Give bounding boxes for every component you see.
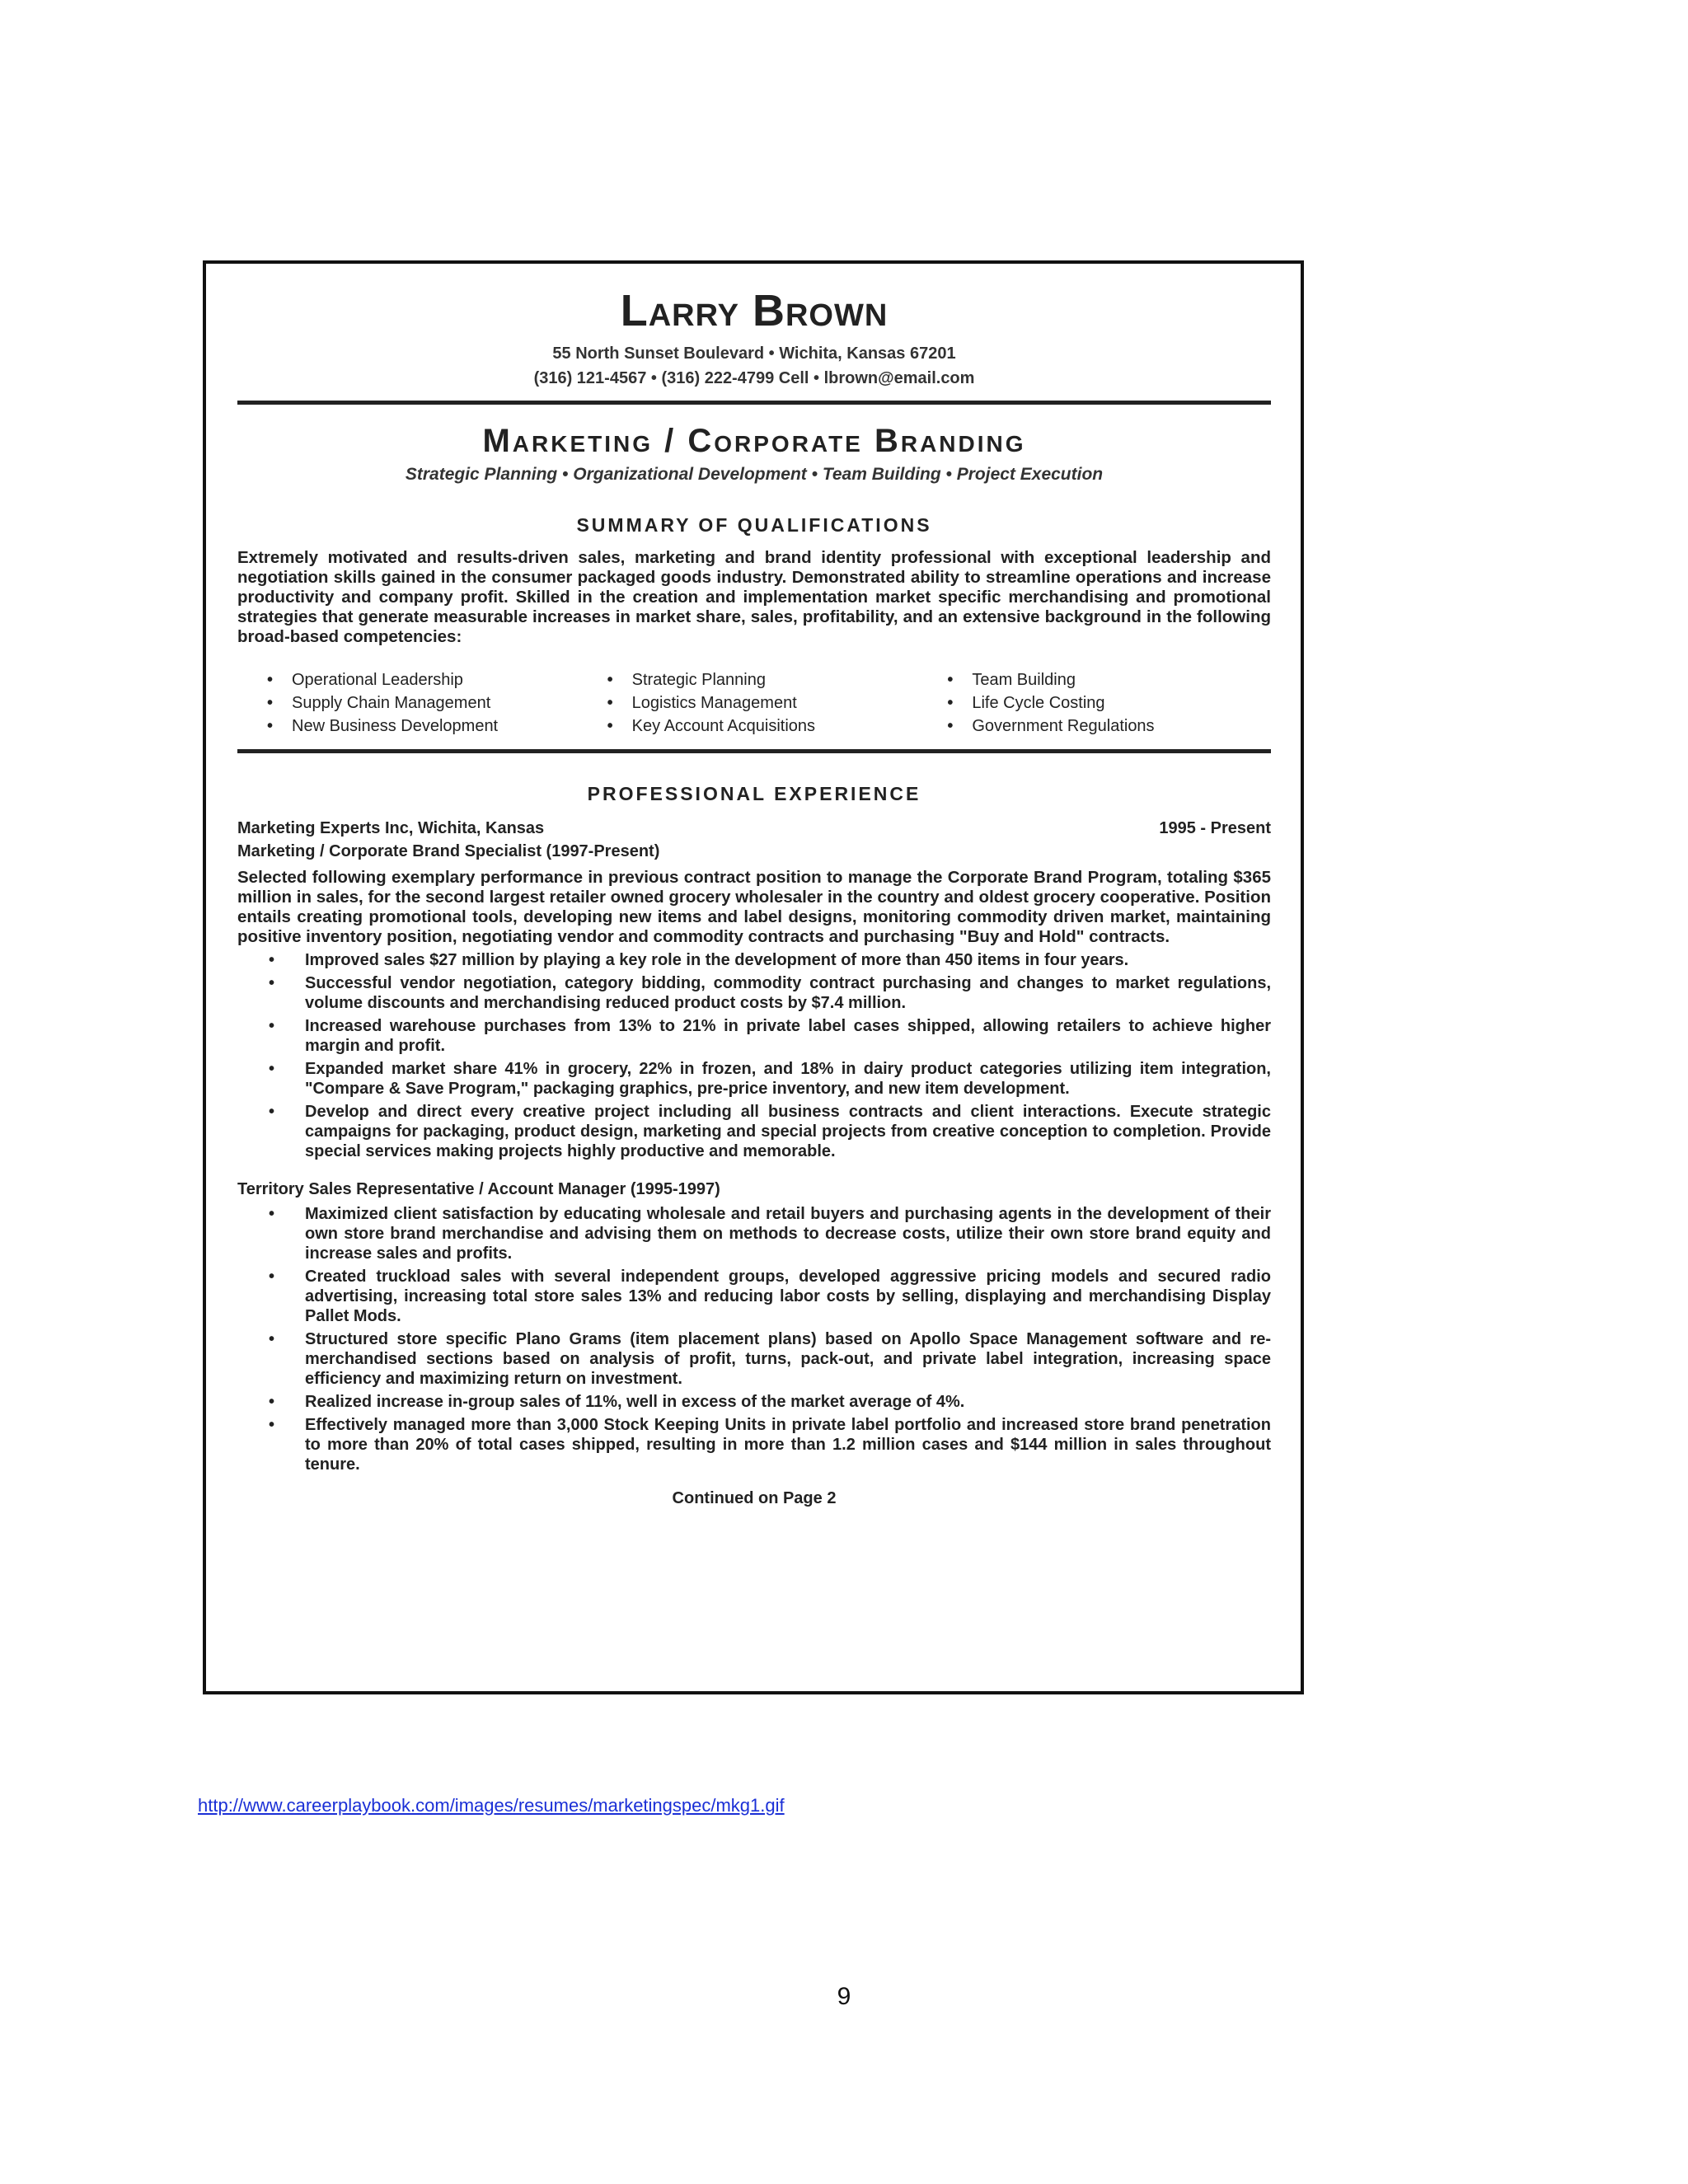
role-title: Marketing / Corporate Brand Specialist (1997-Present) (237, 842, 660, 860)
competency-item: • Team Building (947, 668, 1271, 691)
company-row (237, 817, 1271, 840)
list-item: • Expanded market share 41% in grocery, 22% in frozen, and 18% in dairy product categories utilizing item integration, "Compare & Save Program," packaging graphics, pre-price inventory, and new item development. (269, 1060, 1271, 1098)
bullet-icon: • (267, 717, 274, 735)
bullet-icon: • (269, 1393, 275, 1411)
competency-item: • Strategic Planning (607, 668, 931, 691)
bullet-icon: • (269, 1268, 275, 1286)
competency-item: • Logistics Management (607, 691, 931, 715)
bullet-icon: • (269, 1416, 275, 1434)
company-name: Marketing Experts Inc, Wichita, Kansas (237, 819, 545, 837)
source-link[interactable]: http://www.careerplaybook.com/images/resumes/marketingspec/mkg1.gif (198, 1795, 785, 1816)
list-item: • Develop and direct every creative project including all business contracts and client interactions. Execute strategic campaigns for packaging, product design, marketing and special projects from creative conception to completion. Provide special services making projects highly productive and memorable. (269, 1103, 1271, 1160)
bullet-icon: • (607, 717, 613, 735)
experience-title: PROFESSIONAL EXPERIENCE (587, 783, 921, 804)
list-item: • Effectively managed more than 3,000 Stock Keeping Units in private label portfolio and increased store brand penetration to more than 20% of total cases shipped, resulting in more than 1.2 million cases and $144 million in sales throughout tenure. (269, 1416, 1271, 1474)
bullet-icon: • (607, 694, 613, 712)
list-item: • Created truckload sales with several independent groups, developed aggressive pricing models and secured radio advertising, increasing total store sales 13% and reducing labor costs by selling, displaying and merchandising Display Pallet Mods. (269, 1268, 1271, 1325)
role-title: Territory Sales Representative / Account Manager (1995-1997) (237, 1180, 720, 1198)
competencies-grid (237, 668, 1271, 738)
competency-item: • Life Cycle Costing (947, 691, 1271, 715)
page-number: 9 (837, 1983, 851, 2010)
competency-item: • New Business Development (267, 715, 591, 738)
competency-item: • Key Account Acquisitions (607, 715, 931, 738)
role-description: Selected following exemplary performance in previous contract position to manage the Corporate Brand Program, totaling $365 million in sales, for the second largest retailer owned grocery wholesaler in the country and oldest grocery cooperative. Position entails creating promotional tools, developing new items and label designs, monitoring commodity driven market, maintaining positive inventory position, negotiating vendor and commodity contracts and purchasing "Buy and Hold" contracts. (237, 868, 1271, 946)
competency-item: • Supply Chain Management (267, 691, 591, 715)
resume-address: 55 North Sunset Boulevard • Wichita, Kansas 67201 (552, 344, 956, 363)
continued-note: Continued on Page 2 (672, 1489, 837, 1507)
bullet-icon: • (269, 1205, 275, 1223)
bullet-icon: • (947, 671, 954, 689)
bullet-icon: • (607, 671, 613, 689)
resume-phone-line: (316) 121-4567 • (316) 222-4799 Cell • lbrown@email.com (533, 369, 975, 387)
bullet-icon: • (269, 974, 275, 992)
bullet-icon: • (267, 671, 274, 689)
role1-bullets (237, 950, 1271, 1161)
list-item: • Successful vendor negotiation, category bidding, commodity contract purchasing and changes to market regulations, volume discounts and merchandising reduced product costs by $7.4 million. (269, 974, 1271, 1012)
list-item: • Maximized client satisfaction by educating wholesale and retail buyers and purchasing agents in the development of their own store brand merchandise and advising them on methods to decrease costs, utilize their own store brand equity and increase sales and profits. (269, 1205, 1271, 1263)
summary-title: SUMMARY OF QUALIFICATIONS (576, 514, 932, 536)
bullet-icon: • (269, 951, 275, 969)
role2-bullets (237, 1204, 1271, 1474)
bullet-icon: • (269, 1330, 275, 1348)
list-item: • Increased warehouse purchases from 13% to 21% in private label cases shipped, allowing retailers to achieve higher margin and profit. (269, 1017, 1271, 1055)
list-item: • Realized increase in-group sales of 11%, well in excess of the market average of 4%. (269, 1393, 965, 1411)
competency-item: • Government Regulations (947, 715, 1271, 738)
competency-item: • Operational Leadership (267, 668, 591, 691)
summary-text: Extremely motivated and results-driven sales, marketing and brand identity professional with exceptional leadership and negotiation skills gained in the consumer packaged goods industry. Demonstrated ability to streamline operations and increase productivity and company profit. Skilled in the creation and implementation market specific merchandising and promotional strategies that generate measurable increases in market share, sales, profitability, and an extensive background in the following broad-based competencies: (237, 548, 1271, 646)
resume-headline: Marketing / Corporate Branding (482, 423, 1026, 459)
resume-subheadline: Strategic Planning • Organizational Development • Team Building • Project Execution (405, 465, 1104, 484)
resume-image (203, 260, 1304, 1694)
company-dates: 1995 - Present (1159, 819, 1271, 837)
bullet-icon: • (947, 694, 954, 712)
bullet-icon: • (947, 717, 954, 735)
bullet-icon: • (269, 1017, 275, 1035)
list-item: • Structured store specific Plano Grams (item placement plans) based on Apollo Space Management software and re-merchandised sections based on analysis of profit, turns, pack-out, and private label integration, increasing space efficiency and maximizing return on investment. (269, 1330, 1271, 1388)
divider (237, 401, 1271, 405)
resume-name: Larry Brown (620, 286, 889, 335)
list-item: • Improved sales $27 million by playing a key role in the development of more than 450 items in four years. (269, 951, 1129, 969)
bullet-icon: • (269, 1103, 275, 1121)
bullet-icon: • (267, 694, 274, 712)
bullet-icon: • (269, 1060, 275, 1078)
divider (237, 749, 1271, 753)
